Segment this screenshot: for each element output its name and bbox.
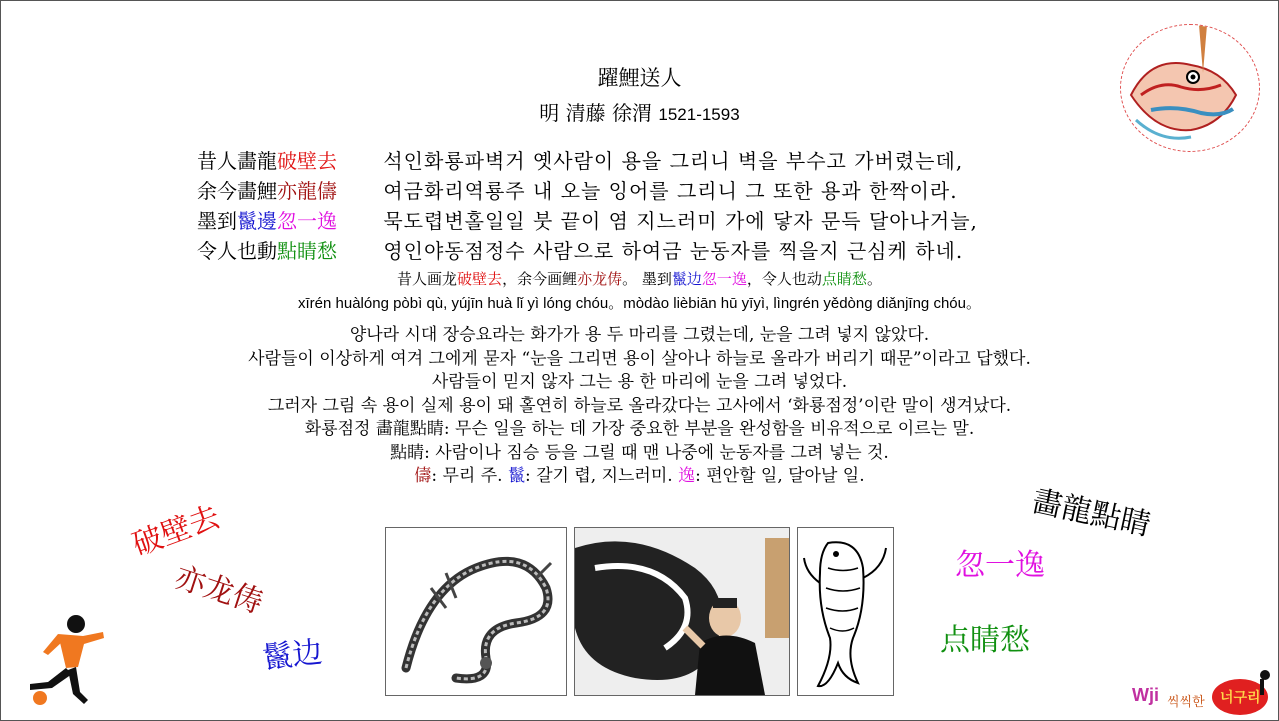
explanation <box>0 324 1279 489</box>
dragon-painting-seal <box>1120 24 1260 152</box>
poem-line-2: 余今畵鯉亦龍儔 여금화리역룡주 내 오늘 잉어를 그리니 그 또한 용과 한짝이라. <box>197 179 958 203</box>
explanation-line: 사람들이 믿지 않자 그는 용 한 마리에 눈을 그려 넣었다. <box>431 372 848 392</box>
explanation-line: 點睛: 사람이나 짐승 등을 그릴 때 맨 나중에 눈동자를 그려 넣는 것. <box>390 442 889 463</box>
highlight-dianjingchou: 點睛愁 <box>277 239 337 263</box>
poem-author-line <box>0 97 1279 126</box>
soccer-player-icon <box>18 612 110 707</box>
poem-body <box>197 146 978 266</box>
author-years: 1521-1593 <box>658 105 740 124</box>
poem-line-4-korean: 영인야동점정수 사람으로 하여금 눈동자를 찍을지 근심케 하네. <box>383 239 964 263</box>
brand-logo <box>1132 665 1279 720</box>
poem-line-1: 昔人畵龍破壁去 석인화룡파벽거 옛사람이 용을 그리니 벽을 부수고 가버렸는데, <box>197 149 964 173</box>
callout-pobiqu: 破壁去 <box>127 499 225 564</box>
painting-event-photo <box>574 527 790 696</box>
poem-title: 躍鯉送人 <box>597 66 682 90</box>
highlight-liebian: 鬣邊 <box>237 209 277 233</box>
highlight-huyiyi: 忽一逸 <box>277 209 337 233</box>
highlight-pobiqu: 破壁去 <box>277 149 337 173</box>
explanation-line: 양나라 시대 장승요라는 화가가 용 두 마리를 그렸는데, 눈을 그려 넣지 않았다. <box>349 325 930 345</box>
brand-tagline: 씩씩한 <box>1167 695 1205 710</box>
dragon-head-illustration <box>1121 25 1259 151</box>
callout-yilongchou: 亦龙俦 <box>170 559 268 621</box>
poem-line-4: 令人也動點睛愁 영인야동점정수 사람으로 하여금 눈동자를 찍을지 근심케 하네. <box>197 239 964 263</box>
explanation-line: 그러자 그림 속 용이 실제 용이 돼 홀연히 하늘로 올라갔다는 고사에서 ‘화룡점정’이란 말이 생겨났다. <box>267 395 1012 416</box>
pinyin-line: xīrén huàlóng pòbì qù, yújīn huà lǐ yì lóng chóu。mòdào lièbiān hū yīyì, lìngrén yědòng diǎnjīng chóu。 <box>298 295 981 312</box>
explanation-line: 사람들이 이상하게 여겨 그에게 묻자 “눈을 그리면 용이 살아나 하늘로 올라가 버리기 때문”이라고 답했다. <box>248 348 1031 369</box>
callout-dianjingchou: 点睛愁 <box>940 623 1030 658</box>
explanation-line: 화룡점정 畵龍點睛: 무슨 일을 하는 데 가장 중요한 부분을 완성함을 비유적으로 이르는 말. <box>304 419 975 439</box>
callout-hwaryongjeomjeong: 畵龍點睛 <box>1028 483 1154 544</box>
poem-line-3-korean: 묵도렵변홀일일 붓 끝이 염 지느러미 가에 닿자 문득 달아나거늘, <box>383 209 978 233</box>
poem-line-1-korean: 석인화룡파벽거 옛사람이 용을 그리니 벽을 부수고 가버렸는데, <box>383 149 964 173</box>
highlight-yilongchou: 亦龍儔 <box>277 179 337 203</box>
simplified-poem: 昔人画龙破壁去，余今画鲤亦龙俦。 墨到鬣边忽一逸，令人也动点睛愁。 <box>397 270 882 288</box>
author-name: 明 清藤 徐渭 <box>539 101 653 125</box>
callout-liebian: 鬣边 <box>260 634 325 677</box>
koi-carp-drawing <box>797 527 894 696</box>
brand-name: Wji <box>1132 685 1159 705</box>
callout-huyiyi: 忽一逸 <box>955 548 1045 583</box>
poem-line-2-korean: 여금화리역룡주 내 오늘 잉어를 그리니 그 또한 용과 한짝이라. <box>383 179 958 203</box>
poem-line-3: 墨到鬣邊忽一逸 묵도렵변홀일일 붓 끝이 염 지느러미 가에 닿자 문득 달아나거늘, <box>197 209 978 233</box>
dragon-image <box>385 527 567 696</box>
glossary-line: 儔: 무리 주. 鬣: 갈기 렵, 지느러미. 逸: 편안할 일, 달아날 일. <box>414 466 865 486</box>
mascot-label: 너구리 <box>1220 690 1261 706</box>
